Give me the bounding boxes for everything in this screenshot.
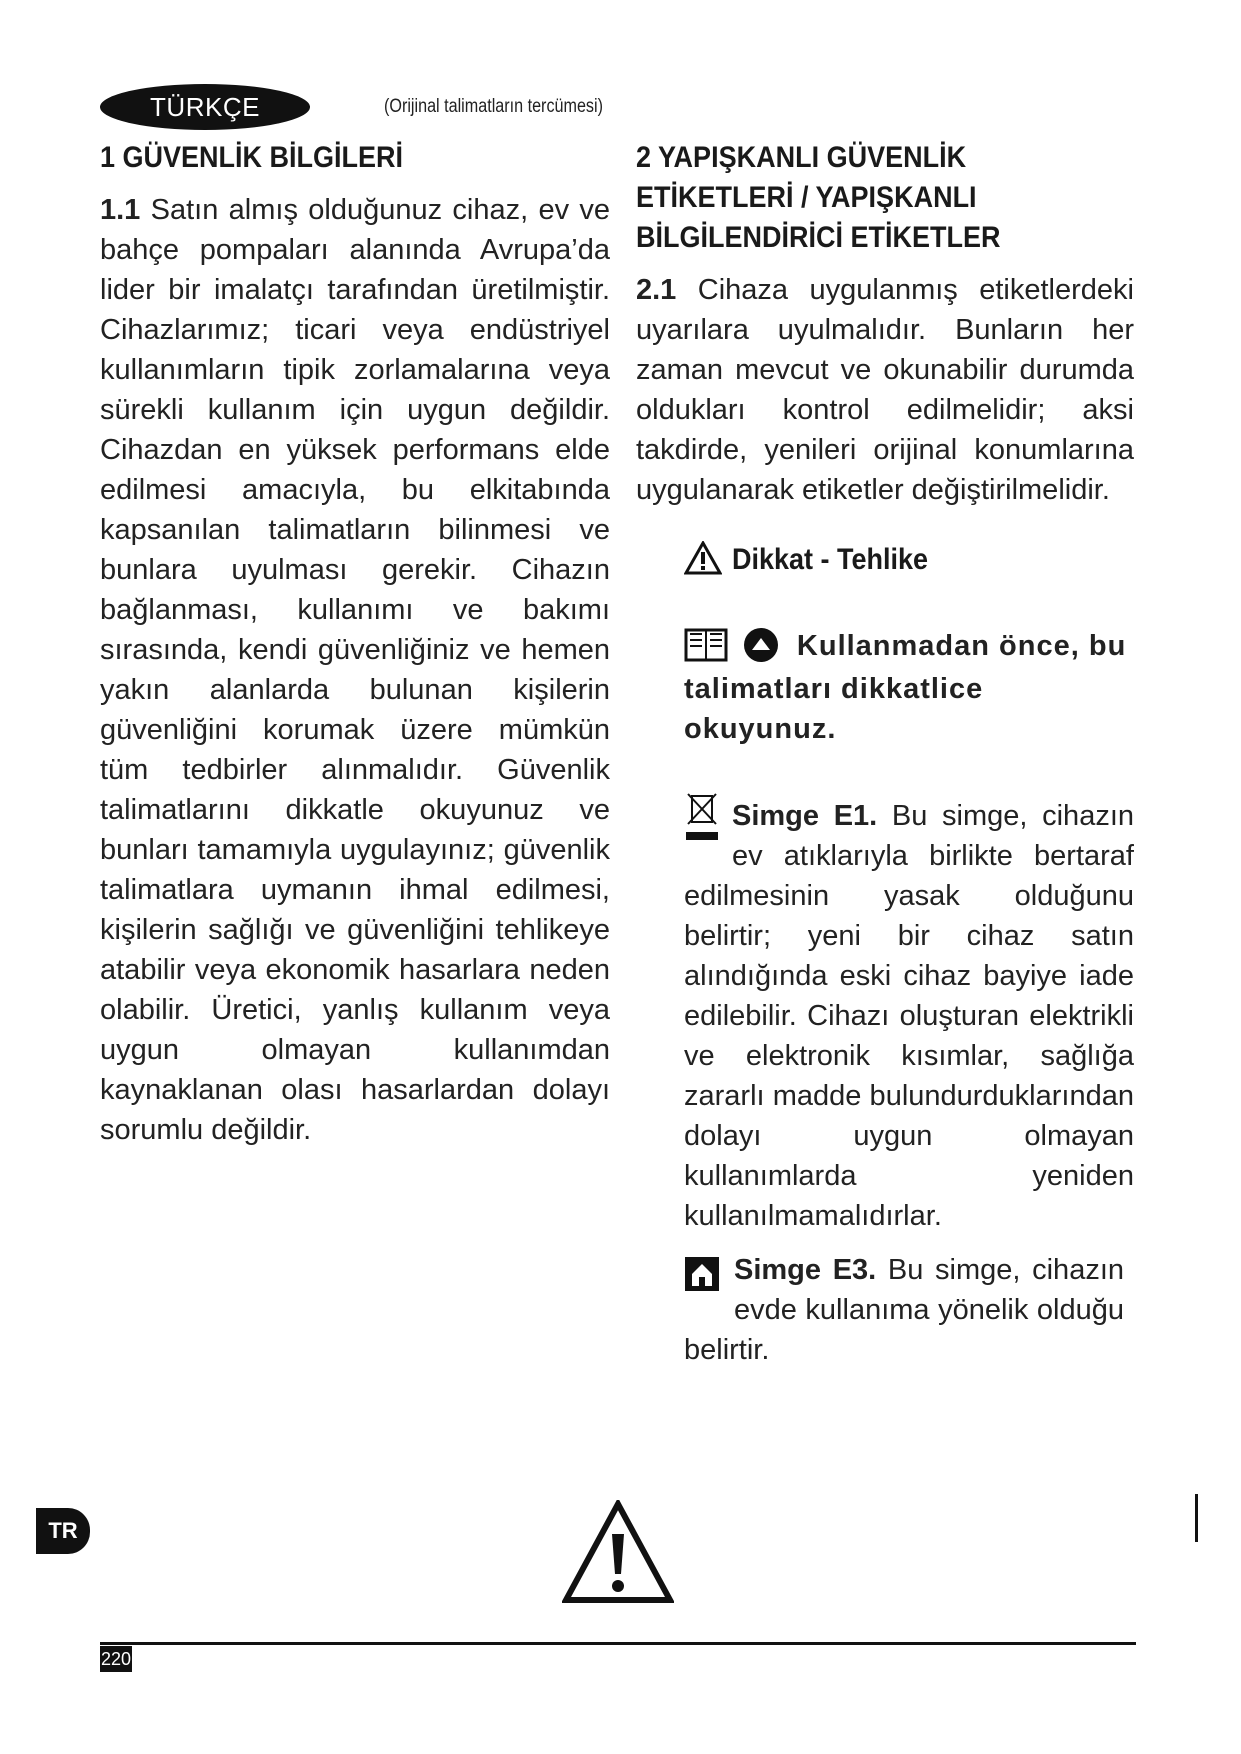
read-instructions-block xyxy=(684,626,1134,749)
read-instructions-text: Kullanmadan önce, bu talimatları dikkatlice okuyunuz. xyxy=(684,630,1127,745)
symbol-e3-text: Bu simge, cihazın evde kullanıma yönelik olduğu belirtir. xyxy=(684,1254,1125,1366)
section2-paragraph: Cihaza uygulanmış etiketlerdeki uyarılara uyulmalıdır. Bunların her zaman mevcut ve okunabilir durumda oldukları kontrol edilmelidir; aksi takdirde, yenileri orijinal konumlarına uygulanarak etiketler değiştirilmelidir. xyxy=(636,274,1134,506)
footer-rule xyxy=(100,1642,1136,1645)
section1-title: 1 GÜVENLİK BİLGİLERİ xyxy=(100,141,404,174)
symbol-e3-block xyxy=(684,1250,1124,1370)
section2-body xyxy=(636,270,1134,510)
symbol-e1-text: Bu simge, cihazın ev atıklarıyla birlikte bertaraf edilmesinin yasak olduğunu belirtir; yeni bir cihaz satın alındığında eski cihaz bayiye iade edilebilir. Cihazı oluşturan elektrikli ve elektronik kısımlar, sağlığa zararlı madde bulundurduklarından dolayı uygun olmayan kullanımlarda yeniden kullanılmamalıdırlar. xyxy=(684,800,1135,1232)
section1-paragraph: Satın almış olduğunuz cihaz, ev ve bahçe pompaları alanında Avrupa’da lider bir imalatçı tarafından üretilmiştir. Cihazlarımız; ticari veya endüstriyel kullanımların tipik zorlamalarına veya sürekli kullanım için uygun değildir. Cihazdan en yüksek performans elde edilmesi amacıyla, bu elkitabında kapsanılan talimatların bilinmesi ve bunlara uyulması gerekir. Cihazın bağlanması, kullanımı ve bakımı sırasında, kendi güvenliğiniz ve hemen yakın alanlarda bulunan kişilerin güvenliğini korumak üzere mümkün tüm tedbirler alınmalıdır. Güvenlik talimatlarını dikkatle okuyunuz ve bunları tamamıyla uygulayınız; güvenlik talimatlara uymanın ihmal edilmesi, kişilerin sağlığı ve güvenliğini tehlikeye atabilir veya ekonomik hasarlara neden olabilir. Üretici, yanlış kullanım veya uygun olmayan kullanımdan kaynaklanan olası hasarlardan dolayı sorumlu değildir. xyxy=(100,194,611,1146)
section2-title: 2 YAPIŞKANLI GÜVENLİK ETİKETLERİ / YAPIŞKANLI BİLGİLENDİRİCİ ETİKETLER xyxy=(636,141,1001,254)
translation-note: (Orijinal talimatların tercümesi) xyxy=(384,96,603,117)
margin-marker xyxy=(1195,1494,1198,1542)
section2-item-number: 2.1 xyxy=(636,274,677,306)
manual-book-icon xyxy=(684,626,728,667)
symbol-e1-label: Simge E1. xyxy=(732,800,878,832)
section1-body xyxy=(100,190,610,1150)
warning-label: Dikkat - Tehlike xyxy=(732,543,929,576)
large-warning-triangle-icon xyxy=(562,1500,674,1609)
read-manual-icon xyxy=(742,626,780,669)
warning-triangle-icon xyxy=(684,541,722,580)
crossed-bin-icon xyxy=(684,788,720,853)
warning-row xyxy=(684,540,950,580)
language-badge: TÜRKÇE xyxy=(100,84,310,130)
house-icon xyxy=(684,1256,720,1303)
section1-item-number: 1.1 xyxy=(100,194,141,226)
symbol-e1-block xyxy=(684,796,1134,1236)
symbol-e3-label: Simge E3. xyxy=(734,1254,877,1286)
language-tab: TR xyxy=(36,1508,90,1554)
page-number: 220 xyxy=(100,1646,132,1672)
